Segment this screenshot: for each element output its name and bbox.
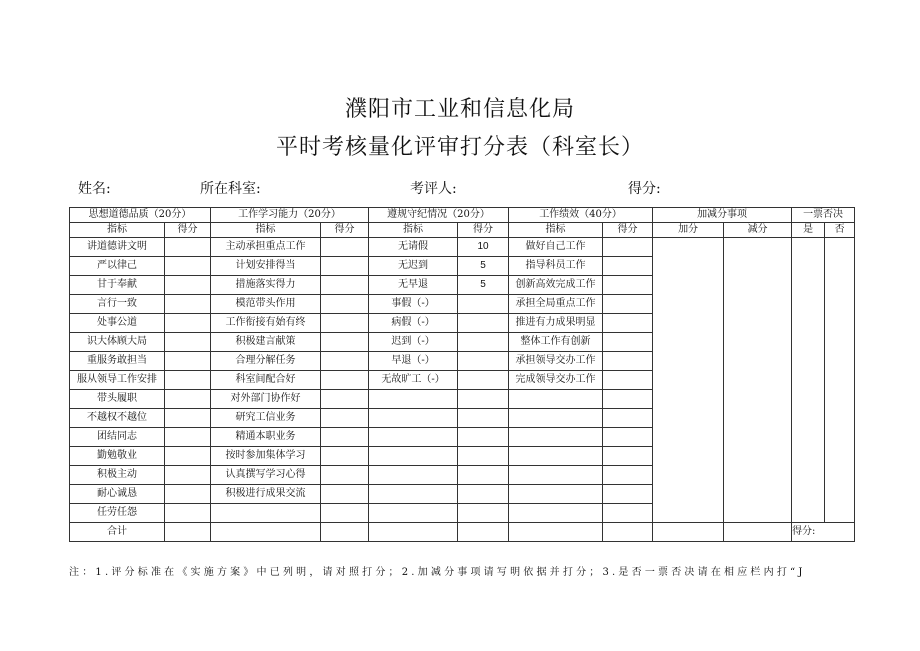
footnote: 注：1.评分标准在《实施方案》中已列明，请对照打分；2.加减分事项请写明依据并打分；3.是否一票否决请在相应栏内打“J xyxy=(69,567,806,578)
performance-indicator-cell: 指导科员工作 xyxy=(509,257,603,276)
performance-indicator-cell xyxy=(509,466,603,485)
header-indicator: 指标 xyxy=(509,223,603,238)
discipline-score-cell[interactable] xyxy=(458,485,509,504)
moral-score-cell[interactable] xyxy=(165,466,211,485)
group-performance: 工作绩效（40分） xyxy=(509,208,653,223)
add-cell[interactable] xyxy=(653,238,724,523)
performance-indicator-cell: 整体工作有创新 xyxy=(509,333,603,352)
moral-score-cell[interactable] xyxy=(165,314,211,333)
moral-indicator-cell: 积极主动 xyxy=(70,466,165,485)
performance-score-cell[interactable] xyxy=(603,466,653,485)
discipline-indicator-cell xyxy=(369,428,458,447)
header-score: 得分 xyxy=(321,223,369,238)
total-value-cell[interactable] xyxy=(321,523,369,542)
discipline-score-cell[interactable] xyxy=(458,409,509,428)
ability-indicator-cell: 工作衔接有始有终 xyxy=(211,314,321,333)
ability-indicator-cell: 措施落实得力 xyxy=(211,276,321,295)
discipline-indicator-cell xyxy=(369,447,458,466)
header-score: 得分 xyxy=(458,223,509,238)
ability-score-cell[interactable] xyxy=(321,257,369,276)
moral-indicator-cell: 耐心诚恳 xyxy=(70,485,165,504)
moral-indicator-cell: 讲道德讲文明 xyxy=(70,238,165,257)
sub-header-row xyxy=(70,223,855,238)
discipline-score-cell[interactable] xyxy=(458,447,509,466)
discipline-score-cell[interactable] xyxy=(458,371,509,390)
total-value-cell[interactable] xyxy=(165,523,211,542)
moral-score-cell[interactable] xyxy=(165,428,211,447)
ability-score-cell[interactable] xyxy=(321,428,369,447)
title-line2: 平时考核量化评审打分表（科室长） xyxy=(275,135,644,160)
subtract-cell[interactable] xyxy=(724,238,792,523)
discipline-score-cell[interactable] xyxy=(458,333,509,352)
ability-score-cell[interactable] xyxy=(321,314,369,333)
discipline-score-cell[interactable] xyxy=(458,504,509,523)
reviewer-field-label: 考评人: xyxy=(410,181,457,197)
discipline-score-cell[interactable] xyxy=(458,314,509,333)
score-field-label: 得分: xyxy=(628,181,661,197)
moral-indicator-cell: 甘于奉献 xyxy=(70,276,165,295)
header-score: 得分 xyxy=(165,223,211,238)
discipline-score-cell[interactable] xyxy=(458,390,509,409)
header-indicator: 指标 xyxy=(211,223,321,238)
performance-indicator-cell xyxy=(509,485,603,504)
ability-score-cell[interactable] xyxy=(321,447,369,466)
performance-indicator-cell: 承担领导交办工作 xyxy=(509,352,603,371)
performance-score-cell[interactable] xyxy=(603,333,653,352)
total-value-cell[interactable] xyxy=(653,523,724,542)
total-label: 合计 xyxy=(70,523,165,542)
moral-indicator-cell: 任劳任怨 xyxy=(70,504,165,523)
header-score: 得分 xyxy=(603,223,653,238)
moral-score-cell[interactable] xyxy=(165,371,211,390)
ability-score-cell[interactable] xyxy=(321,371,369,390)
total-value-cell[interactable] xyxy=(509,523,603,542)
title-line1: 濮阳市工业和信息化局 xyxy=(344,97,575,122)
ability-score-cell[interactable] xyxy=(321,390,369,409)
discipline-indicator-cell xyxy=(369,485,458,504)
discipline-indicator-cell: 无早退 xyxy=(369,276,458,295)
ability-score-cell[interactable] xyxy=(321,485,369,504)
header-yes: 是 xyxy=(792,223,825,238)
moral-indicator-cell: 识大体顾大局 xyxy=(70,333,165,352)
performance-score-cell[interactable] xyxy=(603,352,653,371)
total-value-cell[interactable] xyxy=(211,523,321,542)
ability-indicator-cell: 计划安排得当 xyxy=(211,257,321,276)
performance-score-cell[interactable] xyxy=(603,428,653,447)
group-discipline: 遵规守纪情况（20分） xyxy=(369,208,509,223)
moral-indicator-cell: 重服务敢担当 xyxy=(70,352,165,371)
ability-score-cell[interactable] xyxy=(321,295,369,314)
moral-score-cell[interactable] xyxy=(165,504,211,523)
header-indicator: 指标 xyxy=(70,223,165,238)
performance-score-cell[interactable] xyxy=(603,257,653,276)
moral-indicator-cell: 言行一致 xyxy=(70,295,165,314)
discipline-score-cell[interactable] xyxy=(458,428,509,447)
performance-score-cell[interactable] xyxy=(603,409,653,428)
performance-score-cell[interactable] xyxy=(603,371,653,390)
discipline-indicator-cell: 早退（-） xyxy=(369,352,458,371)
performance-score-cell[interactable] xyxy=(603,504,653,523)
ability-indicator-cell: 主动承担重点工作 xyxy=(211,238,321,257)
ability-indicator-cell: 模范带头作用 xyxy=(211,295,321,314)
moral-score-cell[interactable] xyxy=(165,257,211,276)
group-ability: 工作学习能力（20分） xyxy=(211,208,369,223)
discipline-score-cell[interactable] xyxy=(458,466,509,485)
discipline-score-cell[interactable] xyxy=(458,352,509,371)
performance-indicator-cell xyxy=(509,390,603,409)
performance-score-cell[interactable] xyxy=(603,295,653,314)
ability-score-cell[interactable] xyxy=(321,276,369,295)
performance-score-cell[interactable] xyxy=(603,276,653,295)
ability-indicator-cell: 按时参加集体学习 xyxy=(211,447,321,466)
score-table xyxy=(69,207,855,542)
moral-score-cell[interactable] xyxy=(165,447,211,466)
moral-indicator-cell: 处事公道 xyxy=(70,314,165,333)
header-no: 否 xyxy=(825,223,855,238)
ability-indicator-cell: 研究工信业务 xyxy=(211,409,321,428)
discipline-indicator-cell: 病假（-） xyxy=(369,314,458,333)
discipline-score-cell[interactable]: 5 xyxy=(458,276,509,295)
discipline-indicator-cell: 无请假 xyxy=(369,238,458,257)
performance-score-cell[interactable] xyxy=(603,314,653,333)
moral-score-cell[interactable] xyxy=(165,295,211,314)
performance-score-cell[interactable] xyxy=(603,485,653,504)
performance-score-cell[interactable] xyxy=(603,390,653,409)
ability-indicator-cell: 积极建言献策 xyxy=(211,333,321,352)
group-bonus: 加减分事项 xyxy=(653,208,792,223)
moral-indicator-cell: 服从领导工作安排 xyxy=(70,371,165,390)
ability-score-cell[interactable] xyxy=(321,409,369,428)
performance-indicator-cell xyxy=(509,428,603,447)
dept-field-label: 所在科室: xyxy=(200,181,261,197)
moral-indicator-cell: 严以律己 xyxy=(70,257,165,276)
table-row xyxy=(70,238,855,257)
moral-indicator-cell: 不越权不越位 xyxy=(70,409,165,428)
ability-indicator-cell: 积极进行成果交流 xyxy=(211,485,321,504)
performance-indicator-cell: 完成领导交办工作 xyxy=(509,371,603,390)
performance-indicator-cell xyxy=(509,409,603,428)
discipline-indicator-cell: 无故旷工（-） xyxy=(369,371,458,390)
moral-score-cell[interactable] xyxy=(165,352,211,371)
performance-score-cell[interactable] xyxy=(603,238,653,257)
ability-score-cell[interactable] xyxy=(321,352,369,371)
performance-score-cell[interactable] xyxy=(603,447,653,466)
discipline-indicator-cell xyxy=(369,504,458,523)
total-score-label: 得分: xyxy=(792,523,855,542)
moral-score-cell[interactable] xyxy=(165,276,211,295)
ability-score-cell[interactable] xyxy=(321,238,369,257)
performance-indicator-cell: 创新高效完成工作 xyxy=(509,276,603,295)
group-header-row xyxy=(70,208,855,223)
header-add: 加分 xyxy=(653,223,724,238)
performance-indicator-cell: 推进有力成果明显 xyxy=(509,314,603,333)
ability-score-cell[interactable] xyxy=(321,333,369,352)
veto-no-cell[interactable] xyxy=(825,238,855,523)
moral-score-cell[interactable] xyxy=(165,238,211,257)
total-value-cell[interactable] xyxy=(603,523,653,542)
discipline-score-cell[interactable]: 10 xyxy=(458,238,509,257)
ability-indicator-cell xyxy=(211,504,321,523)
performance-indicator-cell xyxy=(509,504,603,523)
name-field-label: 姓名: xyxy=(78,181,111,197)
moral-indicator-cell: 团结同志 xyxy=(70,428,165,447)
group-moral: 思想道德品质（20分） xyxy=(70,208,211,223)
discipline-indicator-cell: 事假（-） xyxy=(369,295,458,314)
moral-score-cell[interactable] xyxy=(165,333,211,352)
discipline-indicator-cell xyxy=(369,390,458,409)
discipline-indicator-cell: 迟到（-） xyxy=(369,333,458,352)
ability-indicator-cell: 精通本职业务 xyxy=(211,428,321,447)
discipline-indicator-cell: 无迟到 xyxy=(369,257,458,276)
discipline-score-cell[interactable] xyxy=(458,295,509,314)
performance-indicator-cell: 承担全局重点工作 xyxy=(509,295,603,314)
moral-score-cell[interactable] xyxy=(165,409,211,428)
header-subtract: 减分 xyxy=(724,223,792,238)
ability-indicator-cell: 合理分解任务 xyxy=(211,352,321,371)
header-indicator: 指标 xyxy=(369,223,458,238)
moral-score-cell[interactable] xyxy=(165,485,211,504)
total-value-cell[interactable] xyxy=(369,523,458,542)
group-veto: 一票否决 xyxy=(792,208,855,223)
moral-indicator-cell: 勤勉敬业 xyxy=(70,447,165,466)
moral-indicator-cell: 带头履职 xyxy=(70,390,165,409)
total-row xyxy=(70,523,855,542)
ability-indicator-cell: 认真撰写学习心得 xyxy=(211,466,321,485)
discipline-indicator-cell xyxy=(369,409,458,428)
total-value-cell[interactable] xyxy=(458,523,509,542)
ability-score-cell[interactable] xyxy=(321,504,369,523)
total-value-cell[interactable] xyxy=(724,523,792,542)
discipline-indicator-cell xyxy=(369,466,458,485)
ability-score-cell[interactable] xyxy=(321,466,369,485)
discipline-score-cell[interactable]: 5 xyxy=(458,257,509,276)
performance-indicator-cell xyxy=(509,447,603,466)
moral-score-cell[interactable] xyxy=(165,390,211,409)
ability-indicator-cell: 科室间配合好 xyxy=(211,371,321,390)
veto-yes-cell[interactable] xyxy=(792,238,825,523)
ability-indicator-cell: 对外部门协作好 xyxy=(211,390,321,409)
performance-indicator-cell: 做好自己工作 xyxy=(509,238,603,257)
